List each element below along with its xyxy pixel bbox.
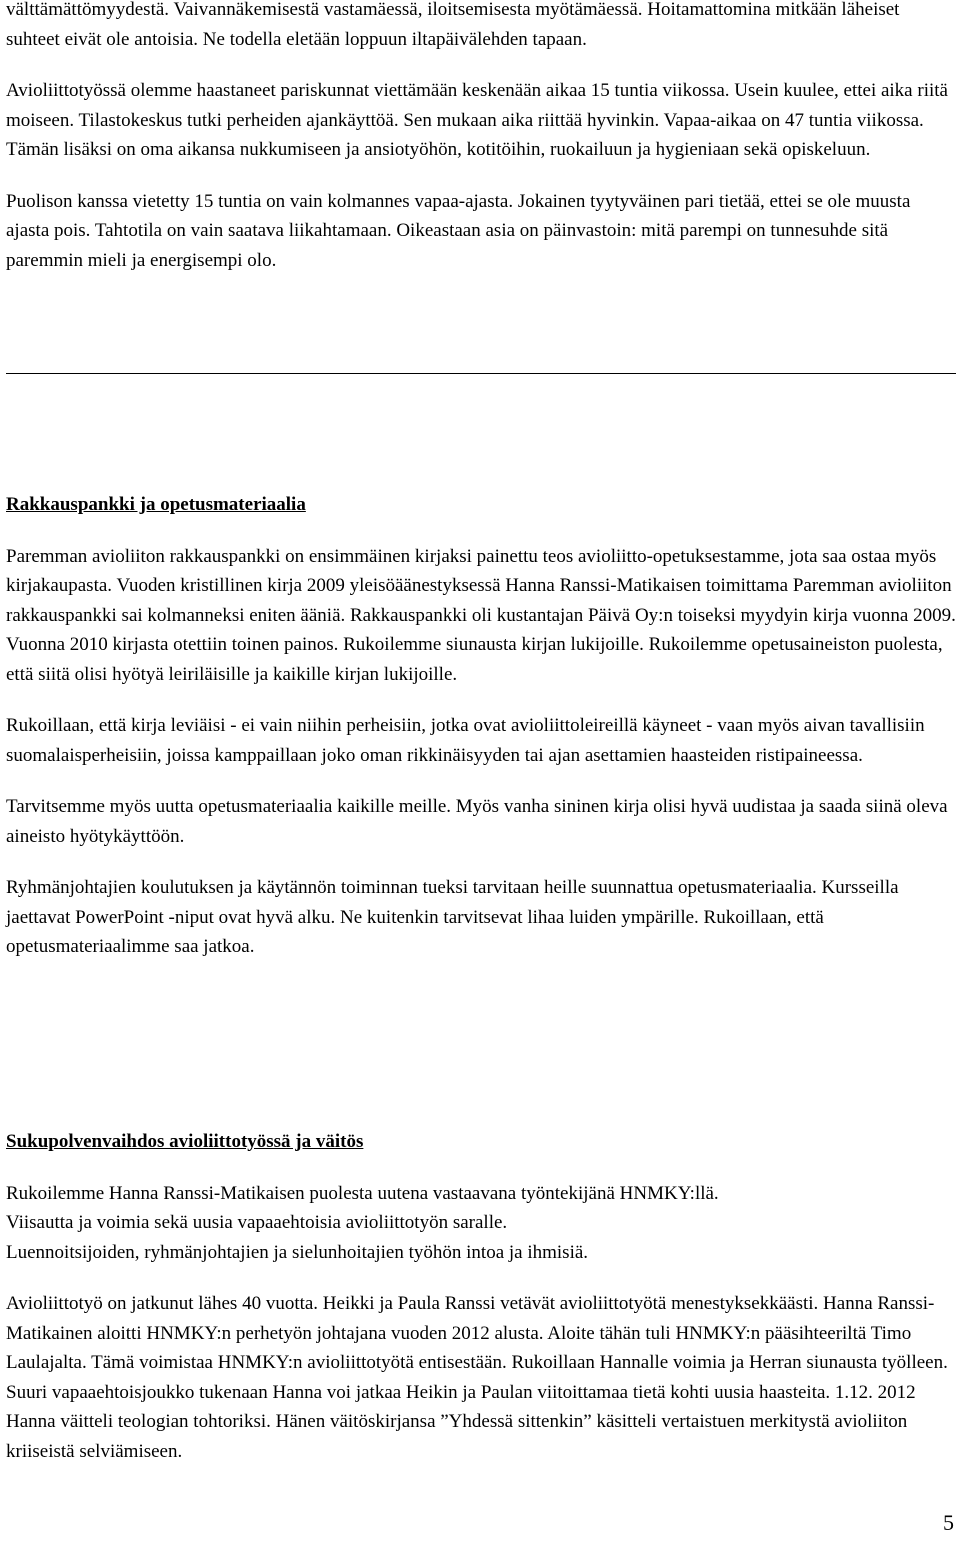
prayer-line-1: Rukoilemme Hanna Ranssi-Matikaisen puolesta uutena vastaavana työntekijänä HNMKY:llä.: [6, 1182, 719, 1204]
paragraph-prayer-block: [6, 1179, 956, 1268]
horizontal-divider: [6, 373, 956, 374]
document-top-section: [6, 0, 956, 275]
section-heading-sukupolvenvaihdos: Sukupolvenvaihdos avioliittotyössä ja väitös: [6, 1131, 364, 1152]
section-sukupolvenvaihdos: [6, 1127, 956, 1466]
section-rakkauspankki: [6, 490, 956, 962]
paragraph-group-leaders: Ryhmänjohtajien koulutuksen ja käytännön toiminnan tueksi tarvitaan heille suunnattua opetusmateriaalia. Kursseilla jaettavat PowerPoint -niput ovat hyvä alku. Ne kuitenkin tarvitsevat lihaa luiden ympärille. Rukoillaan, että opetusmateriaalimme saa jatkoa.: [6, 877, 899, 957]
paragraph-new-material: Tarvitsemme myös uutta opetusmateriaalia kaikille meille. Myös vanha sininen kirja olisi hyvä uudistaa ja saada siinä oleva aineisto hyötykäyttöön.: [6, 796, 948, 847]
paragraph-book-spread: Rukoillaan, että kirja leviäisi - ei vain niihin perheisiin, jotka ovat avioliittoleireillä käyneet - vaan myös aivan tavallisiin suomalaisperheisiin, joissa kamppaillaan joko oman rikkinäisyyden tai ajan asettamien haasteiden ristipaineessa.: [6, 715, 925, 766]
paragraph-time-challenge: Avioliittotyössä olemme haastaneet pariskunnat viettämään keskenään aikaa 15 tuntia viikossa. Usein kuulee, ettei aika riitä moiseen. Tilastokeskus tutki perheiden ajankäyttöä. Sen mukaan aika riittää hyvinkin. Vapaa-aikaa on 47 tuntia viikossa. Tämän lisäksi on oma aikansa nukkumiseen ja ansiotyöhön, kotitöihin, ruokailuun ja hygieniaan sekä opiskeluun.: [6, 80, 948, 160]
page-number: 5: [943, 1510, 954, 1535]
paragraph-book: Paremman avioliiton rakkauspankki on ensimmäinen kirjaksi painettu teos avioliitto-opetuksestamme, jota saa ostaa myös kirjakaupasta. Vuoden kristillinen kirja 2009 yleisöäänestyksessä Hanna Ranssi-Matikaisen toimittama Paremman avioliiton rakkauspankki sai kolmanneksi eniten ääniä. Rakkauspankki oli kustantajan Päivä Oy:n toiseksi myydyin kirja vuonna 2009. Vuonna 2010 kirjasta otettiin toinen painos. Rukoilemme siunausta kirjan lukijoille. Rukoilemme opetusaineiston puolesta, että siitä olisi hyötyä leiriläisille ja kaikille kirjan lukijoille.: [6, 545, 956, 685]
prayer-line-2: Viisautta ja voimia sekä uusia vapaaehtoisia avioliittotyön saralle.: [6, 1212, 508, 1233]
paragraph-spouse-time: Puolison kanssa vietetty 15 tuntia on vain kolmannes vapaa-ajasta. Jokainen tyytyväinen pari tietää, ettei se ole muusta ajasta pois. Tahtotila on vain saatava liikahtamaan. Oikeastaan asia on päinvastoin: mitä parempi on tunnesuhde sitä paremmin mieli ja energisempi olo.: [6, 190, 911, 271]
section-heading-rakkauspankki: Rakkauspankki ja opetusmateriaalia: [6, 494, 306, 515]
paragraph-history: Avioliittotyö on jatkunut lähes 40 vuotta. Heikki ja Paula Ranssi vetävät avioliittotyötä menestyksekkäästi. Hanna Ranssi-Matikainen aloitti HNMKY:n perhetyön johtajana vuoden 2012 alusta. Aloite tähän tuli HNMKY:n pääsihteeriltä Timo Laulajalta. Tämä voimistaa HNMKY:n avioliittotyötä entisestään. Rukoillaan Hannalle voimia ja Herran siunausta työlleen. Suuri vapaaehtoisjoukko tukenaan Hanna voi jatkaa Heikin ja Paulan viitoittamaa tietä kohti uusia haasteita. 1.12. 2012 Hanna väitteli teologian tohtoriksi. Hänen väitöskirjansa ”Yhdessä sittenkin” käsitteli vertaistuen merkitystä avioliiton kriiseistä selviämiseen.: [6, 1293, 948, 1462]
paragraph-intro: välttämättömyydestä. Vaivannäkemisestä vastamäessä, iloitsemisesta myötämäessä. Hoitamattomina mitkään läheiset suhteet eivät ole antoisia. Ne todella eletään loppuun iltapäivälehden tapaan.: [6, 0, 900, 50]
prayer-line-3: Luennoitsijoiden, ryhmänjohtajien ja sielunhoitajien työhön intoa ja ihmisiä.: [6, 1241, 589, 1263]
